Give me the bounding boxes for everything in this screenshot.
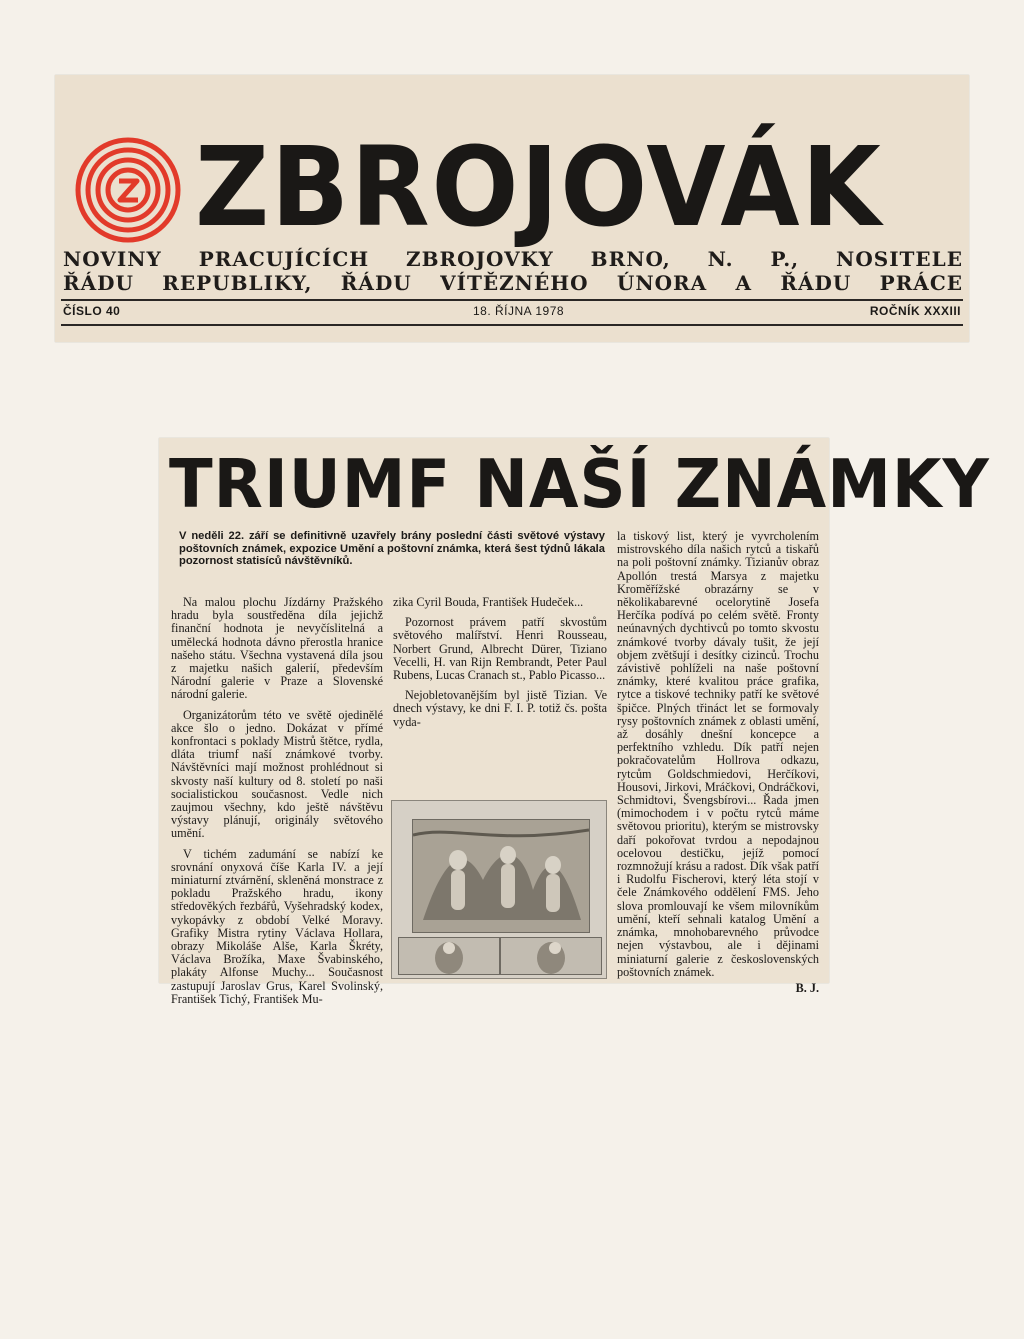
- article-clipping: [159, 438, 990, 1006]
- author-signature: B. J.: [795, 980, 819, 995]
- paragraph: V tichém zadumání se nabízí ke srovnání onyxová číše Karla IV. a její miniaturní ztvárnění, skleněná monstrace z pokladu Pražského hradu, ikony středověkých řezbářů, Vyšehradský kodex, vykopávky z období Velké Moravy. Grafiky Mistra rytiny Václava Hollara, obrazy Mikoláše Alše, Karla Škréty, Václava Brožíka, Maxe Švabinského, plakáty Alfonse Muchy... Současnost zastupují Jaroslav Grus, Karel Svolinský, František Tichý, František Mu-: [171, 846, 383, 1006]
- stamp-small-right: [500, 937, 602, 975]
- volume-number: ROČNÍK XXXIII: [869, 304, 961, 318]
- article-column-1: [171, 596, 383, 1013]
- stamp-sheet-image: [391, 800, 607, 979]
- newspaper-subtitle: [63, 247, 963, 295]
- newspaper-title: ZBROJOVÁK: [195, 123, 883, 251]
- paragraph: Organizátorům této ve světě ojedinělé akce šlo o jedno. Dokázat v přímé konfrontaci s poklady Mistrů štětce, rydla, dláta triumf naší známkové tvorby. Návštěvníci mají možnost prohlédnout si skvosty naší kultury od 8. století po naši socialistickou současnost. Vedle nich zaujmou všechny, kdo ještě návštěvu výstavy plánují, originály světového umění.: [171, 707, 383, 841]
- paragraph: la tiskový list, který je vyvrcholením mistrovského díla našich rytců a tiskařů na poli poštovní známky. Tizianův obraz Apollón trestá Marsya z majetku Kroměřížské obrazárny se v několikabarevné ocelorytině Josefa Herčíka podívá po celém světě. Fronty neúnavných dychtivců po tomto skvostu známkové tvorby dávaly tušit, že její objem zvětšují i desítky cizinců. Trochu závistivě pohlíželi na naše poštovní známky, které kvalitou práce grafika, rytce a tiskové techniky patří ke světové špičce. Plných třináct let se formovaly rysy poštovních známek z oblasti umění, až dosáhly dnešní koncepce a perfektního vzhledu. Dík patří nejen pokračovatelům Hollrova odkazu, rytcům Goldschmiedovi, Herčíkovi, Housovi, Jirkovi, Mráčkovi, Ondráčkovi, Schmidtovi, Švengsbírovi... Řada jmen (mimochodem i v počtu rytců máme světovou prioritu), kterým se mistrovsky daří pokořovat tvrdou a nepodajnou ocelovou destičku, jejíž pomocí rozmnožují krásu a radost. Dík však patří i Rudolfu Fischerovi, který léta stojí v čele Známkového oddělení FMS. Jeho slova promlouvají ke všem milovníkům umění, kteří sehnali katalog Umění a známka, mnohobarevného průvodce nejen výstavbou, ale i dějinami miniaturní galerie z československých poštovních známek. B. J.: [617, 529, 819, 995]
- painting-figures-icon: [413, 820, 589, 932]
- paragraph: Na malou plochu Jízdárny Pražského hradu byla soustředěna díla jejichž finanční hodnota je nevyčíslitelná a umělecká hodnota dávno přerostla hranice našeho státu. Všechna vystavená díla jsou z majetku našich galerií, především Národní galerie v Praze a Slovenské národní galerie.: [171, 595, 383, 702]
- masthead-rule-top: [61, 299, 963, 301]
- issue-info-row: [63, 304, 961, 322]
- paragraph: Nejobletovanějším byl jistě Tizian. Ve dnech výstavy, ke dni F. I. P. totiž čs. pošta vyda-: [393, 688, 607, 729]
- zbrojovka-logo-icon: [75, 137, 181, 243]
- paragraph: zika Cyril Bouda, František Hudeček...: [393, 595, 584, 609]
- issue-number: ČÍSLO 40: [63, 304, 121, 318]
- masthead-clipping: [55, 75, 969, 342]
- masthead-rule-bottom: [61, 324, 963, 326]
- article-column-3: [617, 530, 819, 1002]
- article-lead: V neděli 22. září se definitivně uzavřely brány poslední části světové výstavy poštovních známek, expozice Umění a poštovní známka, která šest týdnů lákala pozornost statisíců návštěvníků.: [179, 530, 605, 568]
- article-column-2: [393, 596, 607, 736]
- subtitle-line-2: ŘÁDU REPUBLIKY, ŘÁDU VÍTĚZNÉHO ÚNORA A ŘÁDU PRÁCE: [63, 271, 963, 295]
- article-headline: TRIUMF NAŠÍ ZNÁMKY: [169, 446, 990, 524]
- paragraph: Pozornost právem patří skvostům světového malířství. Henri Rousseau, Norbert Grund, Albrecht Dürer, Tiziano Vecelli, H. van Rijn Rembrandt, Peter Paul Rubens, Lucas Cranach st., Pablo Picasso...: [393, 615, 607, 683]
- subtitle-line-1: NOVINY PRACUJÍCÍCH ZBROJOVKY BRNO, N. P., NOSITELE: [63, 247, 963, 271]
- stamp-small-left: [398, 937, 500, 975]
- stamp-painting: [412, 819, 590, 933]
- issue-date: 18. ŘÍJNA 1978: [473, 304, 565, 318]
